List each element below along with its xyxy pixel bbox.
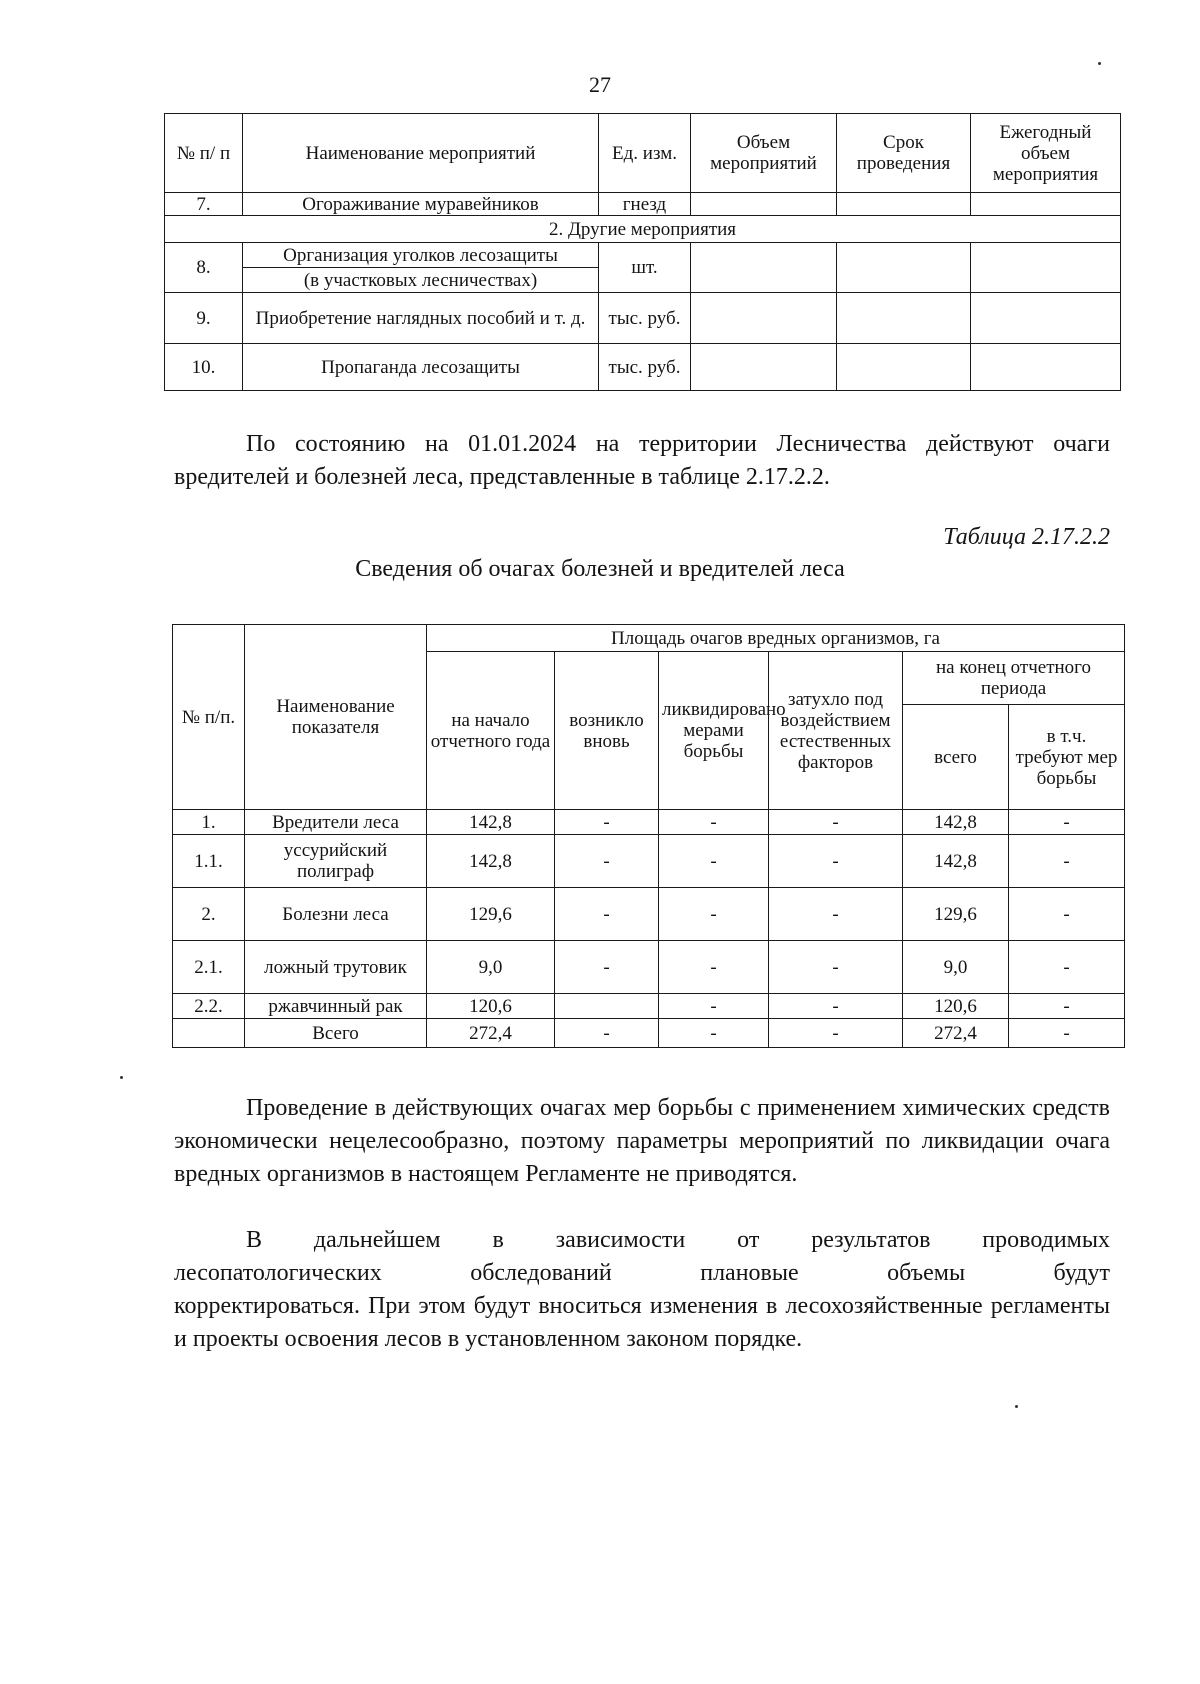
header-volume: Объем мероприятий [691,114,837,193]
cell-start: 142,8 [427,810,555,835]
row-name: Огораживание муравейников [243,193,599,216]
cell-total: 272,4 [903,1019,1009,1048]
cell-new: - [555,835,659,888]
header-name: Наименование мероприятий [243,114,599,193]
cell-require: - [1009,994,1125,1019]
table-total-row [173,1019,1125,1048]
table-row [173,941,1125,994]
cell-new [555,994,659,1019]
table-row [173,810,1125,835]
cell-no [173,1019,245,1048]
row-unit: тыс. руб. [599,293,691,344]
empty-cell [837,344,971,391]
row-name-continued: (в участковых лесничествах) [243,268,599,293]
cell-name: Вредители леса [245,810,427,835]
cell-natural: - [769,888,903,941]
cell-liquidated: - [659,888,769,941]
cell-new: - [555,888,659,941]
row-no: 8. [165,243,243,293]
cell-no: 2.2. [173,994,245,1019]
header-unit: Ед. изм. [599,114,691,193]
table-row [165,344,1121,391]
empty-cell [691,193,837,216]
header-area-group: Площадь очагов вредных организмов, га [427,625,1125,652]
table-row [173,994,1125,1019]
cell-total: 9,0 [903,941,1009,994]
empty-cell [691,243,837,293]
scan-speck [120,1076,123,1079]
row-name: Приобретение наглядных пособий и т. д. [243,293,599,344]
header-name: Наименование показателя [245,625,427,810]
table-row [165,193,1121,216]
header-liquidated: ликвидировано мерами борьбы [659,652,769,810]
cell-no: 2.1. [173,941,245,994]
row-name: Организация уголков лесозащиты [243,243,599,268]
cell-natural: - [769,941,903,994]
header-total: всего [903,705,1009,810]
row-unit: шт. [599,243,691,293]
header-require: в т.ч. требуют мер борьбы [1009,705,1125,810]
cell-name: Болезни леса [245,888,427,941]
empty-cell [971,344,1121,391]
table-row [165,293,1121,344]
empty-cell [971,243,1121,293]
empty-cell [971,193,1121,216]
empty-cell [691,293,837,344]
cell-natural: - [769,994,903,1019]
cell-start: 272,4 [427,1019,555,1048]
cell-require: - [1009,888,1125,941]
cell-name: Всего [245,1019,427,1048]
row-name: Пропаганда лесозащиты [243,344,599,391]
cell-natural: - [769,810,903,835]
cell-start: 129,6 [427,888,555,941]
cell-require: - [1009,810,1125,835]
empty-cell [971,293,1121,344]
scan-speck [1098,62,1101,65]
header-new: возникло вновь [555,652,659,810]
cell-no: 2. [173,888,245,941]
empty-cell [691,344,837,391]
cell-require: - [1009,1019,1125,1048]
paragraph-future-line1: В дальнейшем в зависимости от результатов проводимых [246,1227,1110,1253]
empty-cell [837,293,971,344]
header-no: № п/ п [165,114,243,193]
cell-new: - [555,810,659,835]
cell-start: 9,0 [427,941,555,994]
header-no: № п/п. [173,625,245,810]
cell-no: 1. [173,810,245,835]
page-number: 27 [589,72,611,97]
cell-total: 142,8 [903,810,1009,835]
header-natural: затухло под воздействием естественных факторов [769,652,903,810]
cell-require: - [1009,941,1125,994]
header-start: на начало отчетного года [427,652,555,810]
table-header-row [165,114,1121,193]
cell-require: - [1009,835,1125,888]
cell-liquidated: - [659,835,769,888]
table-row [173,888,1125,941]
cell-total: 120,6 [903,994,1009,1019]
cell-total: 142,8 [903,835,1009,888]
header-term: Срок проведения [837,114,971,193]
table-row [165,243,1121,268]
table-title: Сведения об очагах болезней и вредителей леса [355,556,845,582]
cell-start: 142,8 [427,835,555,888]
cell-name: уссурийский полиграф [245,835,427,888]
row-no: 7. [165,193,243,216]
empty-cell [837,243,971,293]
cell-new: - [555,941,659,994]
paragraph-future-rest: корректироваться. При этом будут вноситься изменения в лесохозяйственные регламенты и проекты освоения лесов в установленном законом порядке. [174,1293,1110,1352]
cell-name: ржавчинный рак [245,994,427,1019]
cell-start: 120,6 [427,994,555,1019]
cell-name: ложный трутовик [245,941,427,994]
measures-table [164,113,1121,391]
row-unit: гнезд [599,193,691,216]
row-unit: тыс. руб. [599,344,691,391]
foci-table [172,624,1125,1048]
paragraph-status: По состоянию на 01.01.2024 на территории Лесничества действуют очаги вредителей и болезней леса, представленные в таблице 2.17.2.2. [174,431,1110,490]
cell-liquidated: - [659,810,769,835]
cell-natural: - [769,835,903,888]
cell-liquidated: - [659,941,769,994]
row-no: 10. [165,344,243,391]
cell-liquidated: - [659,1019,769,1048]
header-annual: Ежегодный объем мероприятия [971,114,1121,193]
empty-cell [837,193,971,216]
section-row [165,216,1121,243]
cell-natural: - [769,1019,903,1048]
paragraph-future-line2: лесопатологических обследований плановые объемы будут [174,1260,1110,1286]
header-end-group: на конец отчетного периода [903,652,1125,705]
cell-total: 129,6 [903,888,1009,941]
section-title: 2. Другие мероприятия [165,216,1121,243]
table-header-row [173,625,1125,652]
table-row [173,835,1125,888]
row-no: 9. [165,293,243,344]
cell-new: - [555,1019,659,1048]
cell-no: 1.1. [173,835,245,888]
scan-speck [1015,1405,1018,1408]
paragraph-measures: Проведение в действующих очагах мер борьбы с применением химических средств экономически нецелесообразно, поэтому параметры мероприятий по ликвидации очага вредных организмов в настоящем Регламенте не приводятся. [174,1095,1110,1187]
cell-liquidated: - [659,994,769,1019]
table-label: Таблица 2.17.2.2 [943,524,1110,550]
